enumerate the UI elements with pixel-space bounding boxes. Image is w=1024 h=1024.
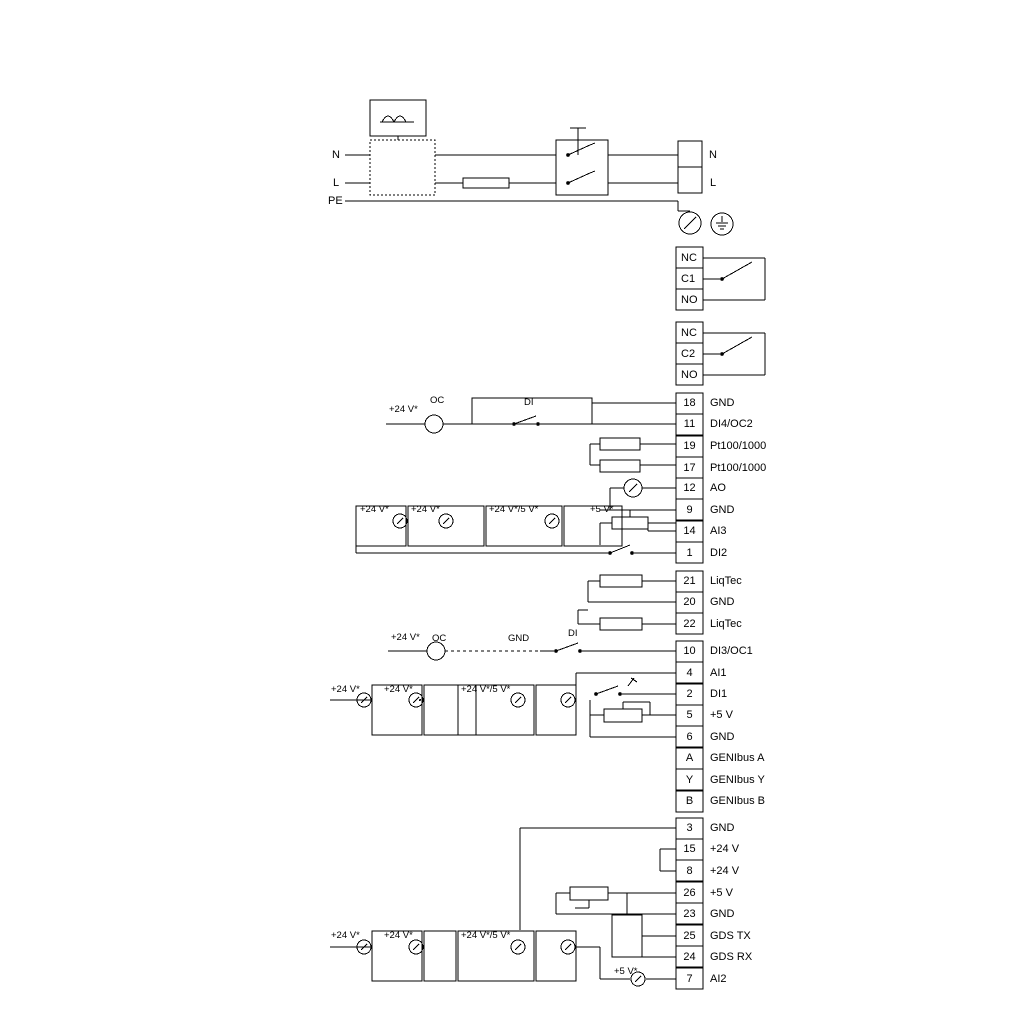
relay2-no-label: NO <box>681 369 698 381</box>
potentiometer-symbol <box>612 517 648 529</box>
terminal-number: 11 <box>683 418 696 430</box>
terminal-name: Pt100/1000 <box>710 462 767 474</box>
annotation-label: OC <box>432 633 447 644</box>
terminal-name: DI2 <box>710 547 728 559</box>
annotation-label: +24 V*/5 V* <box>461 930 511 941</box>
fuse-symbol <box>463 178 509 188</box>
annotation-label: +24 V* <box>331 930 360 941</box>
annotation-label: +24 V* <box>389 404 418 415</box>
terminal-name: Pt100/1000 <box>710 440 767 452</box>
terminal-name: +24 V <box>710 843 740 855</box>
terminal-name: GENIbus B <box>710 795 766 807</box>
terminal-number: 23 <box>683 908 696 920</box>
terminal-number: 12 <box>683 482 696 494</box>
annotation-label: +24 V* <box>391 632 420 643</box>
terminal-number: A <box>685 752 694 764</box>
terminal-number: 14 <box>683 525 696 537</box>
terminal-number: 1 <box>686 547 693 559</box>
annotation-label: +24 V*/5 V* <box>489 504 539 515</box>
terminal-name: AI3 <box>710 525 727 537</box>
ac-filter-box <box>370 100 426 136</box>
terminal-number: 10 <box>683 645 696 657</box>
terminal-number: 17 <box>683 462 696 474</box>
terminal-number: 21 <box>683 575 696 587</box>
mains-n-left-label: N <box>332 149 340 161</box>
terminal-number: 5 <box>686 709 693 721</box>
terminal-name: GENIbus Y <box>710 774 765 786</box>
pt100-sensor-1 <box>600 438 640 450</box>
terminal-name: GENIbus A <box>710 752 765 764</box>
relay1-nc-label: NC <box>681 252 697 264</box>
terminal-name: +5 V <box>710 709 733 721</box>
annotation-label: +24 V*/5 V* <box>461 684 511 695</box>
terminal-number: 6 <box>686 731 693 743</box>
terminal-name: DI1 <box>710 688 728 700</box>
oc-source-symbol <box>425 415 443 433</box>
relay2-nc-label: NC <box>681 327 697 339</box>
terminal-name: GND <box>710 908 735 920</box>
terminal-number: 24 <box>683 951 696 963</box>
potentiometer-symbol-2 <box>604 709 642 722</box>
gds-module-box <box>612 915 642 957</box>
annotation-label: +5 V* <box>614 966 638 977</box>
terminal-name: GND <box>710 504 735 516</box>
supply-module-box <box>370 140 435 195</box>
annotation-label: GND <box>508 633 530 644</box>
relay2-c-label: C2 <box>681 348 696 360</box>
terminal-name: AI2 <box>710 973 727 985</box>
ac-waveform-icon <box>382 116 406 122</box>
terminal-n <box>678 141 702 167</box>
terminal-number: 3 <box>686 822 693 834</box>
annotation-label: DI <box>568 628 578 639</box>
terminal-name: GND <box>710 596 735 608</box>
terminal-number: 9 <box>686 504 693 516</box>
mains-l-left-label: L <box>333 177 340 189</box>
annotation-label: +24 V* <box>360 504 389 515</box>
terminal-name: AI1 <box>710 667 727 679</box>
terminal-number: 22 <box>683 618 696 630</box>
terminal-name: +5 V <box>710 887 733 899</box>
terminal-name: GDS TX <box>710 930 751 942</box>
terminal-number: 4 <box>686 667 693 679</box>
terminal-name: GND <box>710 822 735 834</box>
terminal-name: +24 V <box>710 865 740 877</box>
terminal-name: LiqTec <box>710 575 742 587</box>
mains-pe-label: PE <box>328 195 343 207</box>
relay1-no-label: NO <box>681 294 698 306</box>
annotation-label: OC <box>430 395 445 406</box>
potentiometer-symbol-3 <box>570 887 608 900</box>
terminal-number: 2 <box>686 688 693 700</box>
terminal-number: B <box>685 795 694 807</box>
terminal-number: 15 <box>683 843 696 855</box>
annotation-label: +24 V* <box>411 504 440 515</box>
terminal-number: 26 <box>683 887 696 899</box>
annotation-label: DI <box>524 397 534 408</box>
terminal-number: 8 <box>686 865 693 877</box>
terminal-name: GND <box>710 731 735 743</box>
annotation-label: +24 V* <box>384 930 413 941</box>
terminal-number: 25 <box>683 930 696 942</box>
terminal-name: GDS RX <box>710 951 753 963</box>
liqtec-sensor-1 <box>600 575 642 587</box>
annotation-label: +24 V* <box>384 684 413 695</box>
liqtec-sensor-2 <box>600 618 642 630</box>
terminal-name: DI3/OC1 <box>710 645 753 657</box>
annotation-label: +24 V* <box>331 684 360 695</box>
mains-l-right-label: L <box>710 177 717 189</box>
terminal-number: 20 <box>683 596 696 608</box>
terminal-number: 18 <box>683 397 696 409</box>
terminal-name: GND <box>710 397 735 409</box>
terminal-l <box>678 167 702 193</box>
terminal-name: AO <box>710 482 726 494</box>
terminal-name: DI4/OC2 <box>710 418 753 430</box>
annotation-label: +5 V* <box>590 504 614 515</box>
terminal-number: 19 <box>683 440 696 452</box>
terminal-name: LiqTec <box>710 618 742 630</box>
pt100-sensor-2 <box>600 460 640 472</box>
mains-n-right-label: N <box>709 149 717 161</box>
terminal-number: Y <box>685 774 694 786</box>
relay1-c-label: C1 <box>681 273 696 285</box>
terminal-number: 7 <box>686 973 693 985</box>
